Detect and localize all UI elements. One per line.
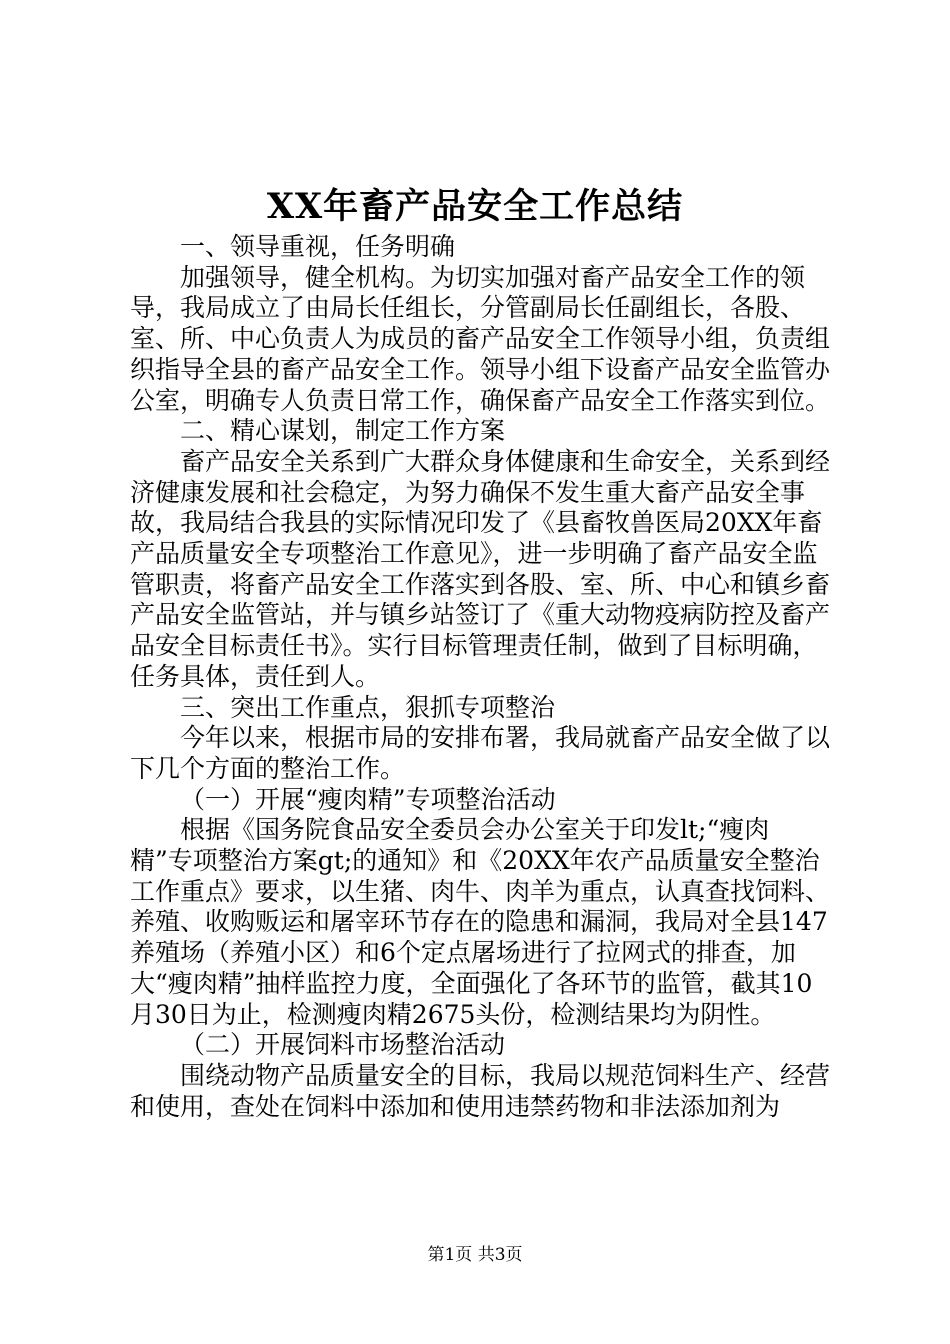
document-body [130, 232, 830, 1122]
paragraph-1: 加强领导，健全机构。为切实加强对畜产品安全工作的领导，我局成立了由局长任组长，分管副局长任副组长，各股、室、所、中心负责人为成员的畜产品安全工作领导小组，负责组织指导全县的畜产品安全工作。领导小组下设畜产品安全监管办公室，明确专人负责日常工作，确保畜产品安全工作落实到位。 [130, 262, 831, 415]
subsection-heading-1: （一）开展“瘦肉精”专项整治活动 [180, 784, 556, 814]
section-heading-1: 一、领导重视，任务明确 [180, 232, 456, 261]
document-title: XX年畜产品安全工作总结 [266, 186, 684, 227]
paragraph-2: 畜产品安全关系到广大群众身体健康和生命安全，关系到经济健康发展和社会稳定，为努力确保不发生重大畜产品安全事故，我局结合我县的实际情况印发了《县畜牧兽医局20XX年畜产品质量安全专项整治工作意见》，进一步明确了畜产品安全监管职责，将畜产品安全工作落实到各股、室、所、中心和镇乡畜产品安全监管站，并与镇乡站签订了《重大动物疫病防控及畜产品安全目标责任书》。实行目标管理责任制，做到了目标明确，任务具体，责任到人。 [130, 446, 831, 691]
subsection-heading-2: （二）开展饲料市场整治活动 [180, 1030, 506, 1060]
paragraph-4: 根据《国务院食品安全委员会办公室关于印发lt;“瘦肉精”专项整治方案gt;的通知》和《20XX年农产品质量安全整治工作重点》要求，以生猪、肉牛、肉羊为重点，认真查找饲料、养殖、收购贩运和屠宰环节存在的隐患和漏洞，我局对全县147养殖场（养殖小区）和6个定点屠场进行了拉网式的排查，加大“瘦肉精”抽样监控力度，全面强化了各环节的监管，截其10月30日为止，检测瘦肉精2675头份，检测结果均为阴性。 [130, 815, 831, 1029]
section-heading-3: 三、突出工作重点，狠抓专项整治 [180, 692, 556, 722]
section-heading-2: 二、精心谋划，制定工作方案 [180, 416, 506, 446]
paragraph-5: 围绕动物产品质量安全的目标，我局以规范饲料生产、经营和使用，查处在饲料中添加和使用违禁药物和非法添加剂为 [130, 1060, 831, 1121]
paragraph-3: 今年以来，根据市局的安排布署，我局就畜产品安全做了以下几个方面的整治工作。 [130, 723, 831, 783]
page-number-footer: 第1页 共3页 [427, 1245, 523, 1265]
